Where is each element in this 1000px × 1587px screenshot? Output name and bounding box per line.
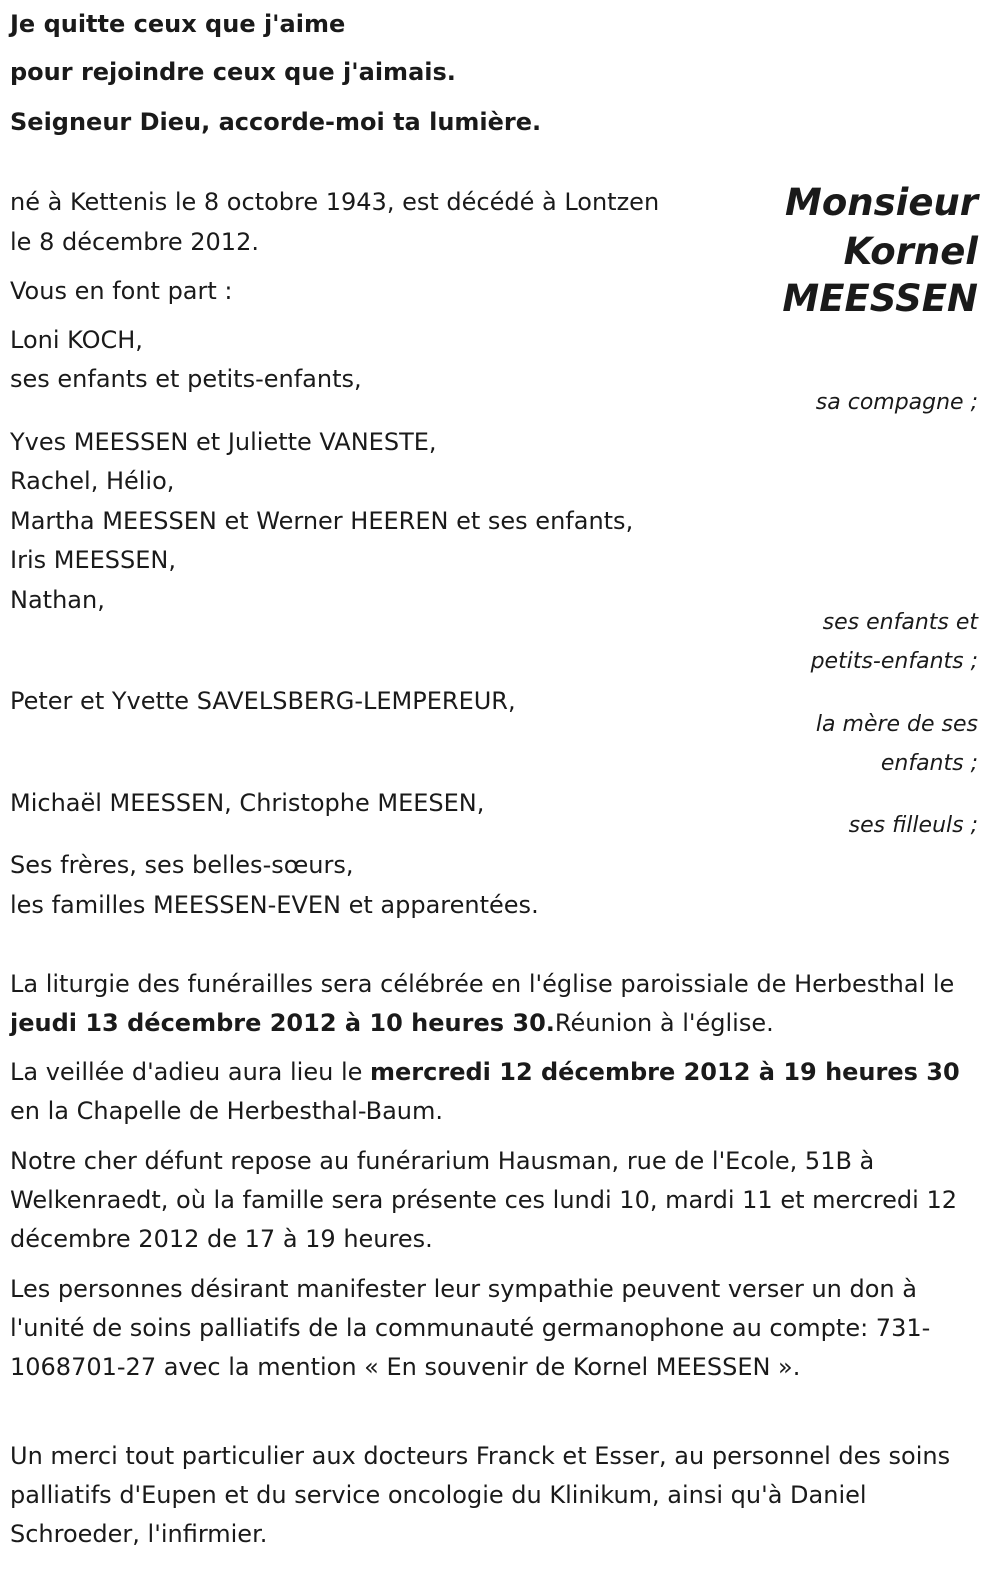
siblings: Ses frères, ses belles-sœurs, — [10, 851, 354, 879]
godchildren-names: Michaël MEESSEN, Christophe MEESEN, — [10, 789, 485, 817]
deceased-title: Monsieur — [785, 181, 978, 224]
intro-announce: Vous en font part : — [10, 277, 233, 305]
deceased-last-name: MEESSEN — [782, 277, 978, 320]
families: les familles MEESSEN-EVEN et apparentées. — [10, 891, 539, 919]
mother-name: Peter et Yvette SAVELSBERG-LEMPEREUR, — [10, 687, 516, 715]
child-line-3: Martha MEESSEN et Werner HEEREN et ses enfants, — [10, 507, 634, 535]
intro-line-1: né à Kettenis le 8 octobre 1943, est décédé à Lontzen — [10, 188, 660, 216]
thanks-paragraph: Un merci tout particulier aux docteurs Franck et Esser, au personnel des soins palliatifs d'Eupen et du service oncologie du Klinikum, ainsi qu'à Daniel Schroeder, l'infirmier. — [10, 1442, 951, 1548]
partner-children: ses enfants et petits-enfants, — [10, 365, 362, 393]
partner-role: sa compagne ; — [815, 390, 978, 415]
funeral-date: jeudi 13 décembre 2012 à 10 heures 30. — [10, 1009, 555, 1037]
mother-role-line-1: la mère de ses — [815, 712, 978, 737]
children-role-line-2: petits-enfants ; — [810, 649, 978, 674]
rest-paragraph: Notre cher défunt repose au funérarium Hausman, rue de l'Ecole, 51B à Welkenraedt, où la famille sera présente ces lundi 10, mardi 11 et mercredi 12 décembre 2012 de 17 à 19 heures. — [10, 1147, 957, 1253]
partner-name: Loni KOCH, — [10, 326, 143, 354]
wake-date: mercredi 12 décembre 2012 à 19 heures 30 — [370, 1058, 960, 1086]
wake-text: La veillée d'adieu aura lieu le — [10, 1058, 371, 1086]
wake-paragraph — [10, 1053, 985, 1131]
godchildren-role: ses filleuls ; — [848, 813, 978, 838]
child-line-5: Nathan, — [10, 586, 105, 614]
child-line-2: Rachel, Hélio, — [10, 467, 175, 495]
funeral-meeting: Réunion à l'église. — [554, 1009, 774, 1037]
quote-line-2: pour rejoindre ceux que j'aimais. — [10, 58, 456, 86]
quote-line-3: Seigneur Dieu, accorde-moi ta lumière. — [10, 108, 542, 136]
deceased-first-name: Kornel — [843, 230, 978, 273]
funeral-paragraph — [10, 965, 985, 1043]
donation-paragraph: Les personnes désirant manifester leur sympathie peuvent verser un don à l'unité de soins palliatifs de la communauté germanophone au compte: 731-1068701-27 avec la mention « En souvenir de Kornel MEESSEN ». — [10, 1275, 931, 1381]
wake-location: en la Chapelle de Herbesthal-Baum. — [10, 1097, 444, 1125]
quote-line-1: Je quitte ceux que j'aime — [10, 10, 346, 38]
child-line-1: Yves MEESSEN et Juliette VANESTE, — [10, 428, 437, 456]
intro-line-2: le 8 décembre 2012. — [10, 228, 259, 256]
funeral-text: La liturgie des funérailles sera célébrée en l'église paroissiale de Herbesthal le — [10, 970, 955, 998]
mother-role-line-2: enfants ; — [880, 751, 978, 776]
children-role-line-1: ses enfants et — [822, 610, 978, 635]
child-line-4: Iris MEESSEN, — [10, 546, 176, 574]
